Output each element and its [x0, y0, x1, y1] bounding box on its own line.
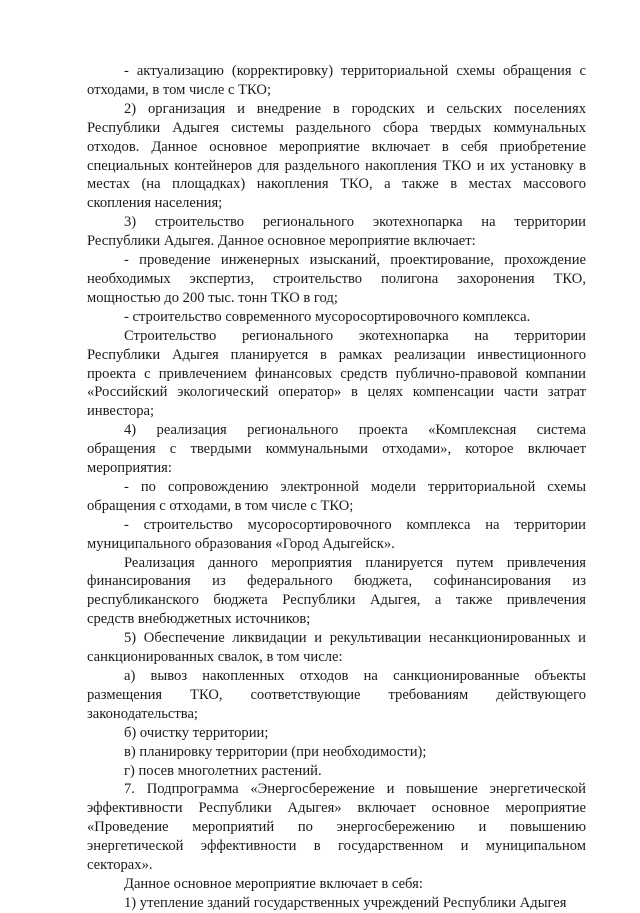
text-line: г) посев многолетних растений.	[124, 762, 322, 779]
paragraph-engineering-surveys	[87, 251, 586, 308]
text-line: Республики Адыгея планируется в рамках реализации инвестиционного	[87, 346, 586, 363]
text-line: а) вывоз накопленных отходов на санкционированные объекты	[124, 668, 586, 684]
document-page	[87, 62, 586, 913]
paragraph-sorting-complex	[87, 308, 586, 327]
text-line: - проведение инженерных изысканий, проектирование, прохождение	[124, 252, 586, 269]
text-line: 2) организация и внедрение в городских и сельских поселениях	[124, 100, 586, 117]
text-line: санкционированных свалок, в том числе:	[87, 649, 343, 666]
text-line: обращения с отходами, в том числе с ТКО;	[87, 497, 354, 514]
text-line: б) очистку территории;	[124, 724, 269, 741]
text-line: муниципального образования «Город Адыгейск».	[87, 535, 395, 552]
text-line: эффективности Республики Адыгея» включает основное мероприятие	[87, 800, 586, 817]
text-line: республиканского бюджета Республики Адыгея, а также привлечения	[87, 592, 586, 609]
text-line: - строительство мусоросортировочного комплекса на территории	[124, 516, 586, 533]
text-line: обращения с твердыми коммунальными отходами», которое включает	[87, 441, 586, 458]
text-line: энергетической эффективности в государственном и муниципальном	[87, 838, 586, 855]
text-line: мероприятия:	[87, 460, 172, 477]
text-line: 5) Обеспечение ликвидации и рекультивации несанкционированных и	[124, 630, 586, 647]
paragraph-insulation	[87, 894, 586, 913]
paragraph-investment-project	[87, 327, 586, 422]
text-line: отходов. Данное основное мероприятие включает в себя приобретение	[87, 138, 586, 155]
text-line: средств внебюджетных источников;	[87, 611, 311, 628]
paragraph-includes	[87, 875, 586, 894]
text-line: Данное основное мероприятие включает в себя:	[124, 875, 423, 892]
text-line: законодательства;	[87, 705, 198, 722]
text-line: в) планировку территории (при необходимости);	[124, 743, 427, 760]
text-line: - строительство современного мусоросортировочного комплекса.	[124, 308, 531, 325]
paragraph-waste-scheme-update	[87, 62, 586, 100]
paragraph-electronic-model	[87, 478, 586, 516]
paragraph-cleaning	[87, 724, 586, 743]
text-line: 4) реализация регионального проекта «Комплексная система	[124, 422, 586, 439]
text-line: 7. Подпрограмма «Энергосбережение и повышение энергетической	[124, 781, 586, 798]
paragraph-ecotechnopark	[87, 213, 586, 251]
text-line: секторах».	[87, 857, 153, 874]
text-line: Республики Адыгея. Данное основное мероприятие включает:	[87, 233, 476, 250]
text-line: размещения ТКО, соответствующие требованиям действующего	[87, 686, 586, 703]
paragraph-adygeysk-complex	[87, 516, 586, 554]
text-line: «Российский экологический оператор» в целях компенсации части затрат	[87, 384, 586, 401]
text-line: скопления населения;	[87, 195, 223, 212]
paragraph-regional-project	[87, 421, 586, 478]
text-line: Строительство регионального экотехнопарка на территории	[124, 327, 586, 344]
text-line: Реализация данного мероприятия планируется путем привлечения	[124, 554, 586, 571]
text-line: - по сопровождению электронной модели территориальной схемы	[124, 478, 586, 495]
paragraph-energy-subprogram	[87, 780, 586, 875]
text-line: 1) утепление зданий государственных учреждений Республики Адыгея	[124, 894, 567, 911]
text-line: мощностью до 200 тыс. тонн ТКО в год;	[87, 289, 338, 306]
paragraph-waste-removal	[87, 667, 586, 724]
text-line: финансирования из федерального бюджета, софинансирования из	[87, 573, 586, 590]
paragraph-dump-liquidation	[87, 629, 586, 667]
paragraph-planning	[87, 743, 586, 762]
paragraph-financing	[87, 554, 586, 630]
text-line: проекта с привлечением финансовых средств публично-правовой компании	[87, 365, 586, 382]
text-line: специальных контейнеров для раздельного накопления ТКО и их установку в	[87, 157, 586, 174]
paragraph-separate-collection	[87, 100, 586, 213]
text-line: инвестора;	[87, 403, 155, 420]
text-line: «Проведение мероприятий по энергосбережению и повышению	[87, 819, 586, 836]
text-line: Республики Адыгея системы раздельного сбора твердых коммунальных	[87, 119, 586, 136]
paragraph-sowing	[87, 762, 586, 781]
text-line: - актуализацию (корректировку) территориальной схемы обращения с	[124, 63, 586, 79]
text-line: отходами, в том числе с ТКО;	[87, 81, 272, 98]
text-line: 3) строительство регионального экотехнопарка на территории	[124, 214, 586, 231]
text-line: местах (на площадках) накопления ТКО, а также в местах массового	[87, 176, 586, 193]
text-line: необходимых экспертиз, строительство полигона захоронения ТКО,	[87, 270, 586, 287]
